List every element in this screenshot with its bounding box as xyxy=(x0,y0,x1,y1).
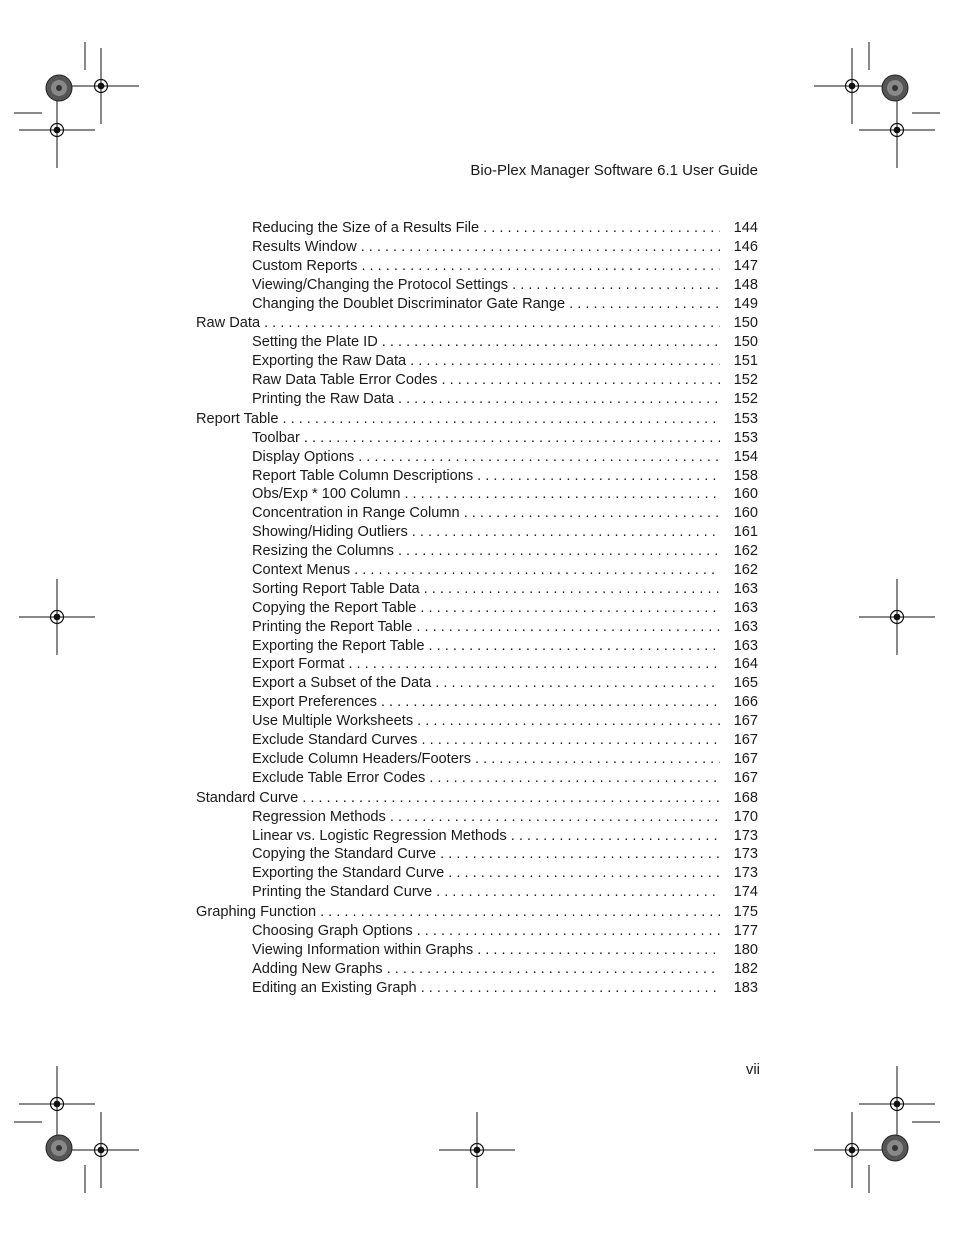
toc-subsection-entry[interactable] xyxy=(196,295,758,314)
toc-subsection-entry[interactable] xyxy=(196,808,758,827)
toc-subsection-entry[interactable] xyxy=(196,618,758,637)
toc-entry-title: Regression Methods xyxy=(252,808,386,825)
toc-page-number: 163 xyxy=(733,637,758,654)
toc-page-number: 162 xyxy=(733,562,758,579)
toc-subsection-entry[interactable] xyxy=(196,504,758,523)
toc-page-number: 152 xyxy=(733,372,758,389)
toc-subsection-entry[interactable] xyxy=(196,941,758,960)
toc-dot-leader xyxy=(361,238,720,257)
toc-entry-title: Context Menus xyxy=(252,562,351,579)
toc-entry-title: Printing the Report Table xyxy=(252,618,413,635)
toc-entry-title: Use Multiple Worksheets xyxy=(252,713,414,730)
toc-subsection-entry[interactable] xyxy=(196,448,758,467)
toc-dot-leader xyxy=(282,410,720,429)
toc-dot-leader xyxy=(420,599,720,618)
toc-dot-leader xyxy=(416,618,720,637)
toc-section-entry[interactable] xyxy=(196,314,758,333)
toc-entry-title: Copying the Standard Curve xyxy=(252,846,437,863)
toc-subsection-entry[interactable] xyxy=(196,693,758,712)
toc-subsection-entry[interactable] xyxy=(196,960,758,979)
toc-entry-title: Choosing Graph Options xyxy=(252,922,413,939)
toc-dot-leader xyxy=(512,276,720,295)
toc-entry-title: Export Preferences xyxy=(252,694,377,711)
toc-subsection-entry[interactable] xyxy=(196,257,758,276)
toc-entry-title: Export a Subset of the Data xyxy=(252,675,432,692)
toc-entry-title: Viewing Information within Graphs xyxy=(252,941,474,958)
toc-page-number: 153 xyxy=(733,429,758,446)
toc-dot-leader xyxy=(421,979,720,998)
toc-dot-leader xyxy=(398,390,720,409)
toc-entry-title: Reducing the Size of a Results File xyxy=(252,220,480,236)
toc-entry-title: Exporting the Raw Data xyxy=(252,353,407,370)
toc-dot-leader xyxy=(320,903,720,922)
toc-entry-title: Display Options xyxy=(252,448,355,465)
toc-entry-title: Raw Data xyxy=(196,315,261,332)
toc-dot-leader xyxy=(424,580,720,599)
toc-subsection-entry[interactable] xyxy=(196,883,758,902)
toc-page-number: 183 xyxy=(733,979,758,996)
toc-dot-leader xyxy=(361,257,720,276)
toc-subsection-entry[interactable] xyxy=(196,864,758,883)
toc-entry-title: Exporting the Report Table xyxy=(252,637,425,654)
toc-subsection-entry[interactable] xyxy=(196,238,758,257)
toc-dot-leader xyxy=(477,941,720,960)
toc-dot-leader xyxy=(304,429,720,448)
toc-dot-leader xyxy=(511,827,720,846)
toc-subsection-entry[interactable] xyxy=(196,922,758,941)
toc-entry-title: Exclude Column Headers/Footers xyxy=(252,750,472,767)
toc-dot-leader xyxy=(448,864,720,883)
toc-page-number: 168 xyxy=(733,789,758,806)
toc-subsection-entry[interactable] xyxy=(196,561,758,580)
toc-page-number: 160 xyxy=(733,486,758,503)
toc-entry-title: Setting the Plate ID xyxy=(252,334,378,351)
toc-dot-leader xyxy=(404,485,720,504)
toc-subsection-entry[interactable] xyxy=(196,276,758,295)
toc-page-number: 163 xyxy=(733,618,758,635)
toc-subsection-entry[interactable] xyxy=(196,371,758,390)
running-header: Bio-Plex Manager Software 6.1 User Guide xyxy=(470,162,758,179)
toc-subsection-entry[interactable] xyxy=(196,731,758,750)
toc-page-number: 164 xyxy=(733,656,758,673)
toc-dot-leader xyxy=(412,523,720,542)
toc-page-number: 166 xyxy=(733,694,758,711)
toc-subsection-entry[interactable] xyxy=(196,352,758,371)
toc-entry-title: Report Table Column Descriptions xyxy=(252,467,474,484)
toc-entry-title: Adding New Graphs xyxy=(252,960,383,977)
toc-page-number: 173 xyxy=(733,827,758,844)
toc-dot-leader xyxy=(421,731,720,750)
toc-dot-leader xyxy=(354,561,720,580)
toc-subsection-entry[interactable] xyxy=(196,827,758,846)
toc-entry-title: Editing an Existing Graph xyxy=(252,979,417,996)
toc-dot-leader xyxy=(358,448,720,467)
toc-subsection-entry[interactable] xyxy=(196,219,758,238)
toc-page-number: 163 xyxy=(733,599,758,616)
toc-page-number: 173 xyxy=(733,846,758,863)
toc-page-number: 182 xyxy=(733,960,758,977)
toc-subsection-entry[interactable] xyxy=(196,390,758,409)
toc-dot-leader xyxy=(429,637,720,656)
toc-dot-leader xyxy=(441,371,720,390)
toc-dot-leader xyxy=(417,712,720,731)
toc-entry-title: Printing the Raw Data xyxy=(252,391,394,408)
toc-entry-title: Toolbar xyxy=(252,429,300,446)
toc-entry-title: Resizing the Columns xyxy=(252,543,394,560)
toc-dot-leader xyxy=(417,922,720,941)
toc-subsection-entry[interactable] xyxy=(196,845,758,864)
toc-entry-title: Linear vs. Logistic Regression Methods xyxy=(252,827,507,844)
toc-dot-leader xyxy=(464,504,720,523)
toc-subsection-entry[interactable] xyxy=(196,637,758,656)
toc-entry-title: Viewing/Changing the Protocol Settings xyxy=(252,276,509,293)
toc-page-number: 147 xyxy=(733,257,758,274)
toc-subsection-entry[interactable] xyxy=(196,333,758,352)
toc-entry-title: Graphing Function xyxy=(196,904,317,921)
toc-dot-leader xyxy=(475,750,720,769)
toc-entry-title: Exporting the Standard Curve xyxy=(252,865,445,882)
toc-page-number: 149 xyxy=(733,295,758,312)
toc-page-number: 180 xyxy=(733,941,758,958)
toc-dot-leader xyxy=(436,883,720,902)
toc-subsection-entry[interactable] xyxy=(196,979,758,998)
toc-subsection-entry[interactable] xyxy=(196,712,758,731)
toc-subsection-entry[interactable] xyxy=(196,750,758,769)
toc-dot-leader xyxy=(569,295,720,314)
toc-page-number: 146 xyxy=(733,238,758,255)
toc-dot-leader xyxy=(410,352,720,371)
toc-entry-title: Exclude Table Error Codes xyxy=(252,769,426,786)
toc-subsection-entry[interactable] xyxy=(196,542,758,561)
toc-dot-leader xyxy=(381,693,720,712)
toc-page-number: 163 xyxy=(733,580,758,597)
toc-page-number: 161 xyxy=(733,524,758,541)
toc-entry-title: Raw Data Table Error Codes xyxy=(252,372,438,389)
page-number: vii xyxy=(745,1061,760,1078)
toc-page-number: 158 xyxy=(733,467,758,484)
toc-page-number: 167 xyxy=(733,713,758,730)
toc-dot-leader xyxy=(435,674,720,693)
toc-section-entry[interactable] xyxy=(196,410,758,429)
toc-subsection-entry[interactable] xyxy=(196,655,758,674)
toc-entry-title: Copying the Report Table xyxy=(252,599,417,616)
toc-page-number: 144 xyxy=(733,220,758,236)
toc-dot-leader xyxy=(390,808,720,827)
toc-page-number: 170 xyxy=(733,808,758,825)
toc-dot-leader xyxy=(440,845,720,864)
toc-dot-leader xyxy=(382,333,720,352)
toc-page-number: 148 xyxy=(733,276,758,293)
toc-dot-leader xyxy=(387,960,720,979)
toc-page-number: 153 xyxy=(733,410,758,427)
toc-section-entry[interactable] xyxy=(196,789,758,808)
toc-page-number: 160 xyxy=(733,505,758,522)
toc-subsection-entry[interactable] xyxy=(196,599,758,618)
toc-entry-title: Showing/Hiding Outliers xyxy=(252,524,408,541)
toc-subsection-entry[interactable] xyxy=(196,523,758,542)
toc-subsection-entry[interactable] xyxy=(196,580,758,599)
toc-dot-leader xyxy=(264,314,720,333)
toc-dot-leader xyxy=(398,542,720,561)
table-of-contents xyxy=(196,219,758,998)
toc-entry-title: Exclude Standard Curves xyxy=(252,732,418,749)
toc-entry-title: Concentration in Range Column xyxy=(252,505,460,522)
toc-subsection-entry[interactable] xyxy=(196,485,758,504)
toc-entry-title: Sorting Report Table Data xyxy=(252,580,420,597)
toc-entry-title: Export Format xyxy=(252,656,345,673)
toc-dot-leader xyxy=(429,769,720,788)
toc-page-number: 167 xyxy=(733,750,758,767)
toc-page-number: 150 xyxy=(733,334,758,351)
toc-page-number: 165 xyxy=(733,675,758,692)
toc-entry-title: Printing the Standard Curve xyxy=(252,884,433,901)
toc-page-number: 152 xyxy=(733,391,758,408)
toc-dot-leader xyxy=(483,219,720,238)
toc-entry-title: Obs/Exp * 100 Column xyxy=(252,486,401,503)
toc-page-number: 175 xyxy=(733,904,758,921)
toc-dot-leader xyxy=(477,467,720,486)
toc-page-number: 154 xyxy=(733,448,758,465)
toc-page-number: 162 xyxy=(733,543,758,560)
toc-entry-title: Standard Curve xyxy=(196,789,299,806)
toc-entry-title: Changing the Doublet Discriminator Gate Range xyxy=(252,295,566,312)
toc-subsection-entry[interactable] xyxy=(196,769,758,788)
toc-dot-leader xyxy=(348,655,720,674)
toc-page-number: 177 xyxy=(733,922,758,939)
toc-page-number: 150 xyxy=(733,315,758,332)
toc-entry-title: Custom Reports xyxy=(252,257,358,274)
toc-section-entry[interactable] xyxy=(196,903,758,922)
toc-entry-title: Report Table xyxy=(196,410,279,427)
toc-page-number: 167 xyxy=(733,732,758,749)
toc-subsection-entry[interactable] xyxy=(196,467,758,486)
toc-entry-title: Results Window xyxy=(252,238,357,255)
toc-page-number: 151 xyxy=(733,353,758,370)
toc-dot-leader xyxy=(302,789,720,808)
toc-page-number: 174 xyxy=(733,884,758,901)
toc-page-number: 173 xyxy=(733,865,758,882)
toc-page-number: 167 xyxy=(733,769,758,786)
toc-subsection-entry[interactable] xyxy=(196,674,758,693)
toc-subsection-entry[interactable] xyxy=(196,429,758,448)
